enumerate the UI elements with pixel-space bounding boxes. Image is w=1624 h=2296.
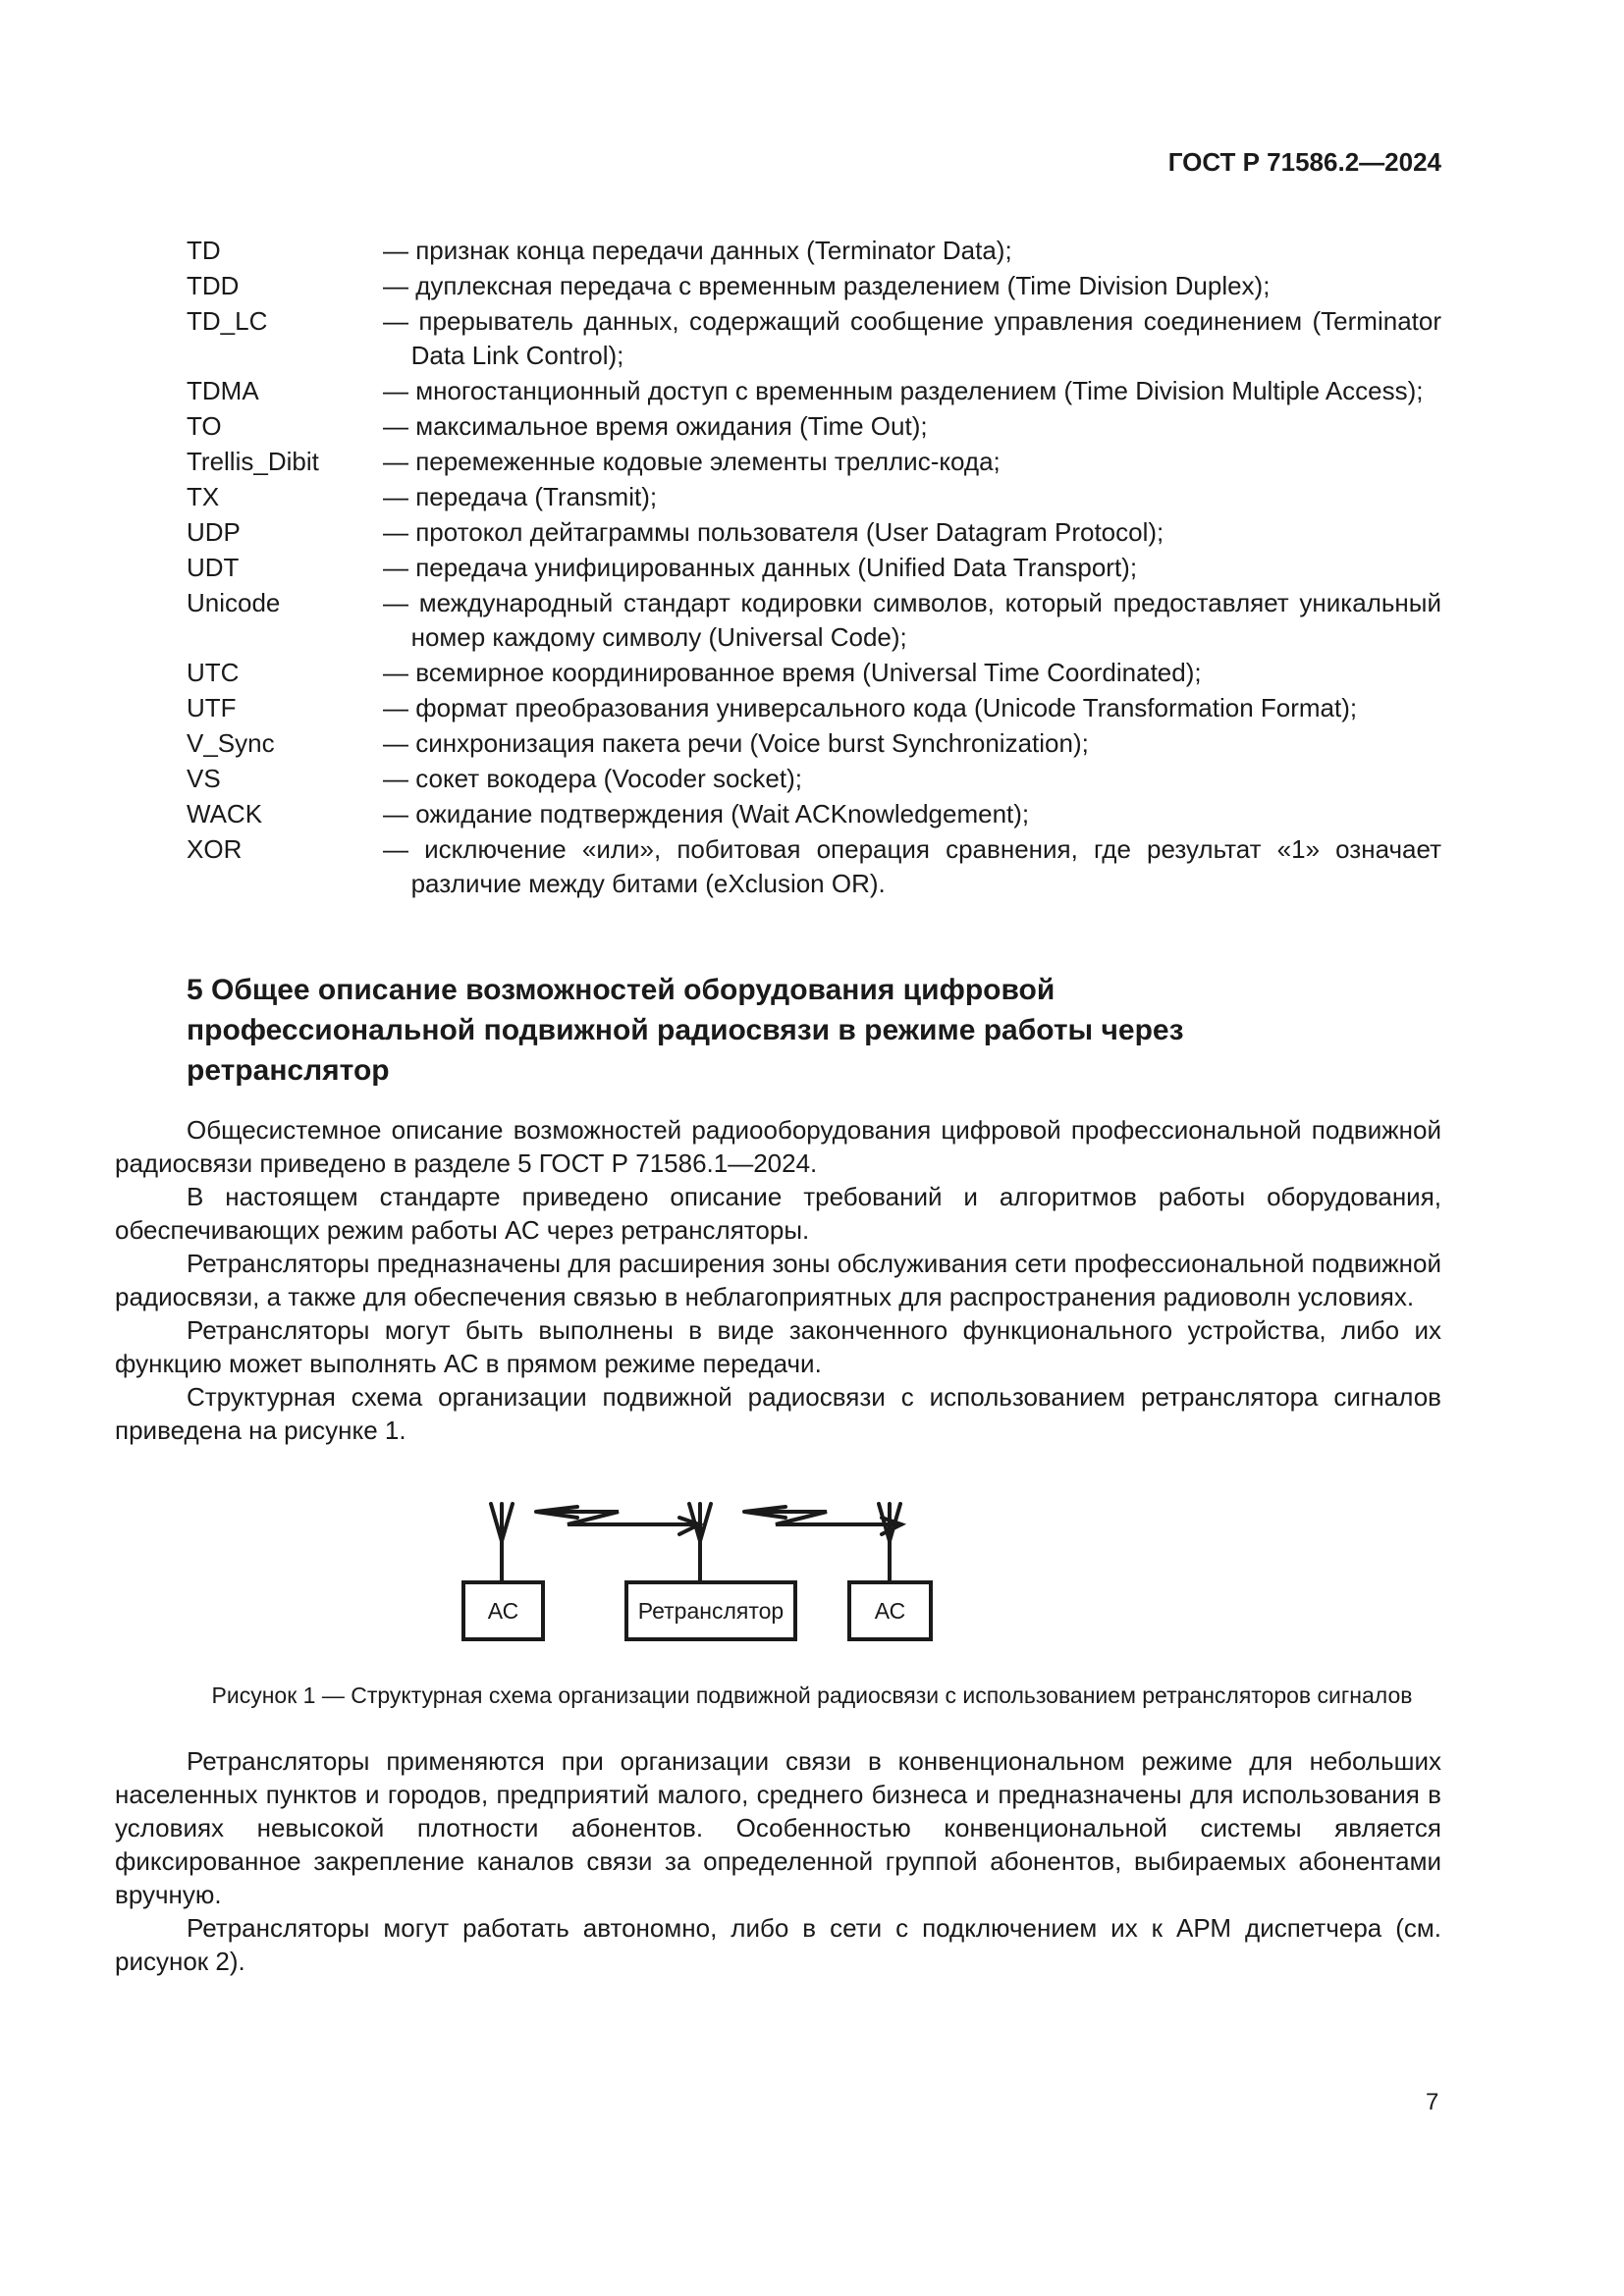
subscriber-station-box: АС (847, 1580, 933, 1641)
glossary-row (187, 656, 1441, 690)
abbreviation-definition: — дуплексная передача с временным разделением (Time Division Duplex); (383, 271, 1271, 300)
abbreviation-definition: — ожидание подтверждения (Wait ACKnowledgement); (383, 799, 1030, 828)
glossary-row (187, 234, 1441, 268)
paragraph: Ретрансляторы могут быть выполнены в виде законченного функционального устройства, либо их функцию может выполнять АС в прямом режиме передачи. (115, 1315, 1441, 1378)
abbreviation-term: VS (187, 764, 221, 793)
abbreviation-definition: — протокол дейтаграммы пользователя (User Datagram Protocol); (383, 517, 1164, 547)
radio-link-arrow-icon (536, 1507, 699, 1534)
abbreviation-term: TD (187, 236, 221, 265)
glossary-row (187, 551, 1441, 585)
abbreviation-term: UDP (187, 517, 241, 547)
glossary-row (187, 586, 1441, 655)
abbreviation-term: Unicode (187, 588, 281, 617)
section-heading: 5 Общее описание возможностей оборудования цифровой профессиональной подвижной радиосвязи в режиме работы через ретранслятор (187, 974, 1184, 1087)
abbreviation-definition: — исключение «или», побитовая операция сравнения, где результат «1» означает различие между битами (eXclusion OR). (383, 834, 1441, 898)
abbreviation-definition: — прерыватель данных, содержащий сообщение управления соединением (Terminator Data Link Control); (383, 306, 1441, 370)
glossary-row (187, 480, 1441, 514)
glossary-row (187, 445, 1441, 479)
abbreviation-definition: — всемирное координированное время (Universal Time Coordinated); (383, 658, 1202, 687)
antenna-icon (689, 1504, 711, 1582)
glossary-row (187, 269, 1441, 303)
glossary-row (187, 726, 1441, 761)
abbreviation-definition: — перемеженные кодовые элементы треллис-кода; (383, 447, 1001, 476)
abbreviation-definition: — передача унифицированных данных (Unified Data Transport); (383, 553, 1138, 582)
radio-link-arrow-icon (744, 1507, 901, 1534)
abbreviation-term: TD_LC (187, 306, 268, 336)
figure-1-diagram (452, 1502, 1139, 1679)
repeater-box: Ретранслятор (624, 1580, 797, 1641)
abbreviation-term: UTF (187, 693, 237, 722)
glossary-row (187, 832, 1441, 901)
page-number: 7 (1426, 2089, 1439, 2115)
paragraph: Ретрансляторы предназначены для расширения зоны обслуживания сети профессиональной подвижной радиосвязи, а также для обеспечения связью в неблагоприятных для распространения радиоволн условиях. (115, 1249, 1441, 1311)
figure-caption: Рисунок 1 — Структурная схема организации подвижной радиосвязи с использованием ретрансляторов сигналов (211, 1682, 1413, 1708)
glossary-row (187, 304, 1441, 373)
abbreviation-definition: — максимальное время ожидания (Time Out); (383, 411, 928, 441)
abbreviation-definition: — формат преобразования универсального кода (Unicode Transformation Format); (383, 693, 1358, 722)
subscriber-station-box: АС (461, 1580, 545, 1641)
abbreviations-list (187, 234, 1441, 902)
abbreviation-term: V_Sync (187, 728, 275, 758)
antenna-icon (879, 1504, 900, 1582)
paragraph: Ретрансляторы могут работать автономно, либо в сети с подключением их к АРМ диспетчера (см. рисунок 2). (115, 1913, 1441, 1976)
paragraph: Общесистемное описание возможностей радиооборудования цифровой профессиональной подвижной радиосвязи приведено в разделе 5 ГОСТ Р 71586.1—2024. (115, 1115, 1441, 1178)
glossary-row (187, 374, 1441, 408)
glossary-row (187, 797, 1441, 831)
section-body-continued (115, 1744, 1441, 1978)
paragraph: Структурная схема организации подвижной радиосвязи с использованием ретранслятора сигналов приведена на рисунке 1. (115, 1382, 1441, 1445)
abbreviation-definition: — международный стандарт кодировки символов, который предоставляет уникальный номер каждому символу (Universal Code); (383, 588, 1441, 652)
abbreviation-term: UDT (187, 553, 240, 582)
abbreviation-term: TO (187, 411, 222, 441)
abbreviation-term: XOR (187, 834, 243, 864)
glossary-row (187, 409, 1441, 444)
abbreviation-term: TX (187, 482, 220, 511)
paragraph: Ретрансляторы применяются при организации связи в конвенциональном режиме для небольших населенных пунктов и городов, предприятий малого, среднего бизнеса и предназначены для использования в условиях невысокой плотности абонентов. Особенностью конвенциональной системы является фиксированное закрепление каналов связи за определенной группой абонентов, выбираемых абонентами вручную. (115, 1746, 1441, 1909)
abbreviation-definition: — признак конца передачи данных (Terminator Data); (383, 236, 1012, 265)
paragraph: В настоящем стандарте приведено описание требований и алгоритмов работы оборудования, обеспечивающих режим работы АС через ретрансляторы. (115, 1182, 1441, 1245)
abbreviation-definition: — передача (Transmit); (383, 482, 658, 511)
abbreviation-definition: — многостанционный доступ с временным разделением (Time Division Multiple Access); (383, 376, 1424, 405)
abbreviation-term: UTC (187, 658, 240, 687)
abbreviation-definition: — сокет вокодера (Vocoder socket); (383, 764, 802, 793)
section-body (115, 1113, 1441, 1447)
document-id-header: ГОСТ Р 71586.2—2024 (1167, 147, 1441, 177)
glossary-row (187, 762, 1441, 796)
abbreviation-definition: — синхронизация пакета речи (Voice burst Synchronization); (383, 728, 1089, 758)
glossary-row (187, 691, 1441, 725)
abbreviation-term: Trellis_Dibit (187, 447, 319, 476)
abbreviation-term: WACK (187, 799, 263, 828)
antenna-icon (491, 1504, 513, 1582)
glossary-row (187, 515, 1441, 550)
abbreviation-term: TDD (187, 271, 240, 300)
abbreviation-term: TDMA (187, 376, 259, 405)
